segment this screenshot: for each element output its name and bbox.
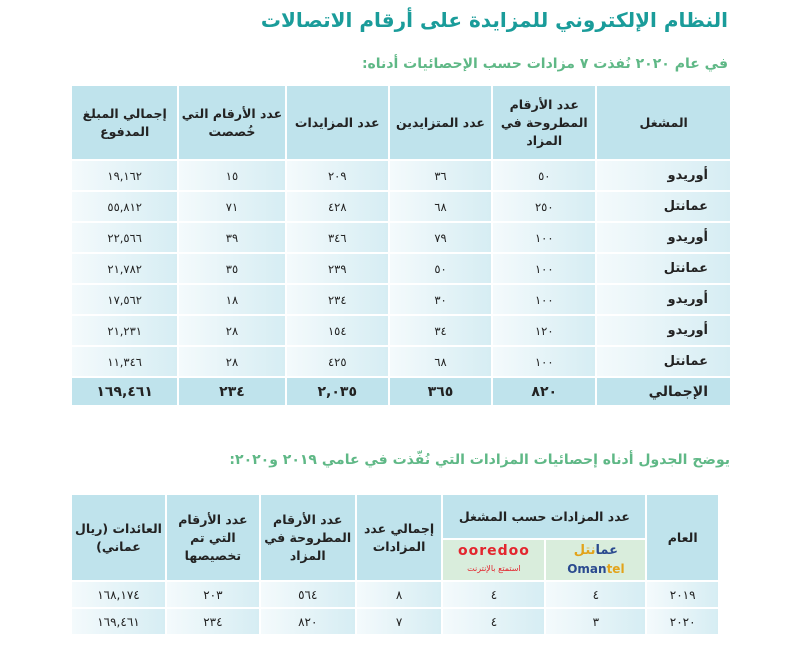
cell-numbers-offered: ٥٠ bbox=[493, 161, 595, 190]
section1-subtitle: في عام ٢٠٢٠ نُفذت ٧ مزادات حسب الإحصائيات أدناه: bbox=[361, 56, 728, 72]
table-row bbox=[72, 316, 730, 345]
cell-bidders: ٣٠ bbox=[390, 285, 491, 314]
header-numbers-offered: عدد الأرقام المطروحة في المزاد bbox=[493, 86, 595, 159]
table-row bbox=[72, 582, 718, 607]
header-by-operator: عدد المزادات حسب المشغل bbox=[443, 495, 645, 538]
auctions-2020-table bbox=[70, 84, 732, 407]
cell-operator: عمانتل bbox=[597, 347, 730, 376]
cell-bidders: ٦٨ bbox=[390, 347, 491, 376]
cell-numbers-allocated: ٢٨ bbox=[179, 316, 284, 345]
cell-numbers-allocated: ٢٣٤ bbox=[167, 609, 259, 634]
total-bidders: ٣٦٥ bbox=[390, 378, 491, 405]
cell-bidders: ٣٤ bbox=[390, 316, 491, 345]
header-numbers-allocated: عدد الأرقام التي تم تخصيصها bbox=[167, 495, 259, 580]
header-total-auctions: إجمالي عدد المزادات bbox=[357, 495, 442, 580]
cell-operator: أوريدو bbox=[597, 223, 730, 252]
cell-bidders: ٦٨ bbox=[390, 192, 491, 221]
table-row bbox=[72, 285, 730, 314]
cell-numbers-offered: ١٠٠ bbox=[493, 254, 595, 283]
cell-numbers-offered: ١٠٠ bbox=[493, 285, 595, 314]
header-numbers-allocated: عدد الأرقام التي خُصصت bbox=[179, 86, 284, 159]
cell-revenue: ١٦٩,٤٦١ bbox=[72, 609, 165, 634]
cell-year: ٢٠١٩ bbox=[647, 582, 718, 607]
omantel-logo-arabic bbox=[546, 542, 645, 560]
omantel-logo bbox=[546, 540, 645, 580]
header-total-paid: إجمالي المبلغ المدفوع bbox=[72, 86, 177, 159]
omantel-logo-english bbox=[546, 560, 645, 578]
cell-bidders: ٥٠ bbox=[390, 254, 491, 283]
total-numbers-allocated: ٢٣٤ bbox=[179, 378, 284, 405]
total-label: الإجمالي bbox=[597, 378, 730, 405]
cell-numbers-allocated: ٢٠٣ bbox=[167, 582, 259, 607]
header-numbers-offered: عدد الأرقام المطروحة في المزاد bbox=[261, 495, 355, 580]
ooredoo-logo-name: ooredoo bbox=[457, 543, 530, 559]
cell-bids: ٢٣٩ bbox=[287, 254, 388, 283]
cell-total-paid: ١٧,٥٦٢ bbox=[72, 285, 177, 314]
cell-bidders: ٣٦ bbox=[390, 161, 491, 190]
cell-numbers-allocated: ١٨ bbox=[179, 285, 284, 314]
omantel-ar-accent: نتل bbox=[573, 543, 596, 558]
table-row bbox=[72, 609, 718, 634]
table-header-row bbox=[72, 495, 718, 538]
cell-numbers-allocated: ٣٩ bbox=[179, 223, 284, 252]
total-bids: ٢,٠٣٥ bbox=[287, 378, 388, 405]
cell-total-paid: ٢١,٧٨٢ bbox=[72, 254, 177, 283]
header-revenue: العائدات (ريال عماني) bbox=[72, 495, 165, 580]
cell-total-auctions: ٧ bbox=[357, 609, 442, 634]
table-row bbox=[72, 161, 730, 190]
cell-revenue: ١٦٨,١٧٤ bbox=[72, 582, 165, 607]
cell-operator: أوريدو bbox=[597, 316, 730, 345]
ooredoo-logo-tagline: استمتع بالإنترنت bbox=[467, 564, 521, 573]
page-title: النظام الإلكتروني للمزايدة على أرقام الاتصالات bbox=[260, 8, 728, 32]
table-row bbox=[72, 254, 730, 283]
cell-numbers-allocated: ٧١ bbox=[179, 192, 284, 221]
omantel-en-accent: tel bbox=[606, 562, 625, 576]
omantel-en-main: Oman bbox=[567, 562, 607, 576]
cell-numbers-offered: ١٢٠ bbox=[493, 316, 595, 345]
omantel-ar-main: عما bbox=[595, 543, 619, 558]
cell-operator: عمانتل bbox=[597, 254, 730, 283]
cell-total-paid: ١١,٣٤٦ bbox=[72, 347, 177, 376]
cell-numbers-offered: ١٠٠ bbox=[493, 347, 595, 376]
cell-bids: ١٥٤ bbox=[287, 316, 388, 345]
cell-numbers-offered: ٥٦٤ bbox=[261, 582, 355, 607]
header-operator: المشغل bbox=[597, 86, 730, 159]
cell-bidders: ٧٩ bbox=[390, 223, 491, 252]
cell-numbers-offered: ١٠٠ bbox=[493, 223, 595, 252]
cell-bids: ٢٣٤ bbox=[287, 285, 388, 314]
cell-bids: ٣٤٦ bbox=[287, 223, 388, 252]
cell-bids: ٢٠٩ bbox=[287, 161, 388, 190]
cell-numbers-allocated: ٢٨ bbox=[179, 347, 284, 376]
section2-intro: يوضح الجدول أدناه إحصائيات المزادات التي نُفّذت في عامي ٢٠١٩ و٢٠٢٠: bbox=[229, 452, 730, 468]
cell-numbers-allocated: ١٥ bbox=[179, 161, 284, 190]
total-paid: ١٦٩,٤٦١ bbox=[72, 378, 177, 405]
cell-year: ٢٠٢٠ bbox=[647, 609, 718, 634]
ooredoo-logo bbox=[443, 540, 544, 580]
cell-operator: عمانتل bbox=[597, 192, 730, 221]
cell-total-auctions: ٨ bbox=[357, 582, 442, 607]
cell-operator: أوريدو bbox=[597, 285, 730, 314]
cell-omantel-auctions: ٣ bbox=[546, 609, 645, 634]
cell-total-paid: ٥٥,٨١٢ bbox=[72, 192, 177, 221]
header-bids: عدد المزايدات bbox=[287, 86, 388, 159]
table-row bbox=[72, 347, 730, 376]
cell-bids: ٤٢٥ bbox=[287, 347, 388, 376]
cell-ooredoo-auctions: ٤ bbox=[443, 609, 544, 634]
cell-omantel-auctions: ٤ bbox=[546, 582, 645, 607]
cell-ooredoo-auctions: ٤ bbox=[443, 582, 544, 607]
cell-bids: ٤٢٨ bbox=[287, 192, 388, 221]
cell-numbers-offered: ٢٥٠ bbox=[493, 192, 595, 221]
header-year: العام bbox=[647, 495, 718, 580]
table-row bbox=[72, 192, 730, 221]
cell-operator: أوريدو bbox=[597, 161, 730, 190]
cell-numbers-allocated: ٣٥ bbox=[179, 254, 284, 283]
table-row bbox=[72, 223, 730, 252]
header-bidders: عدد المتزايدين bbox=[390, 86, 491, 159]
cell-total-paid: ٢٢,٥٦٦ bbox=[72, 223, 177, 252]
total-numbers-offered: ٨٢٠ bbox=[493, 378, 595, 405]
auctions-2019-2020-table bbox=[70, 493, 720, 636]
total-row bbox=[72, 378, 730, 405]
table-header-row bbox=[72, 86, 730, 159]
cell-numbers-offered: ٨٢٠ bbox=[261, 609, 355, 634]
cell-total-paid: ١٩,١٦٢ bbox=[72, 161, 177, 190]
cell-total-paid: ٢١,٢٣١ bbox=[72, 316, 177, 345]
